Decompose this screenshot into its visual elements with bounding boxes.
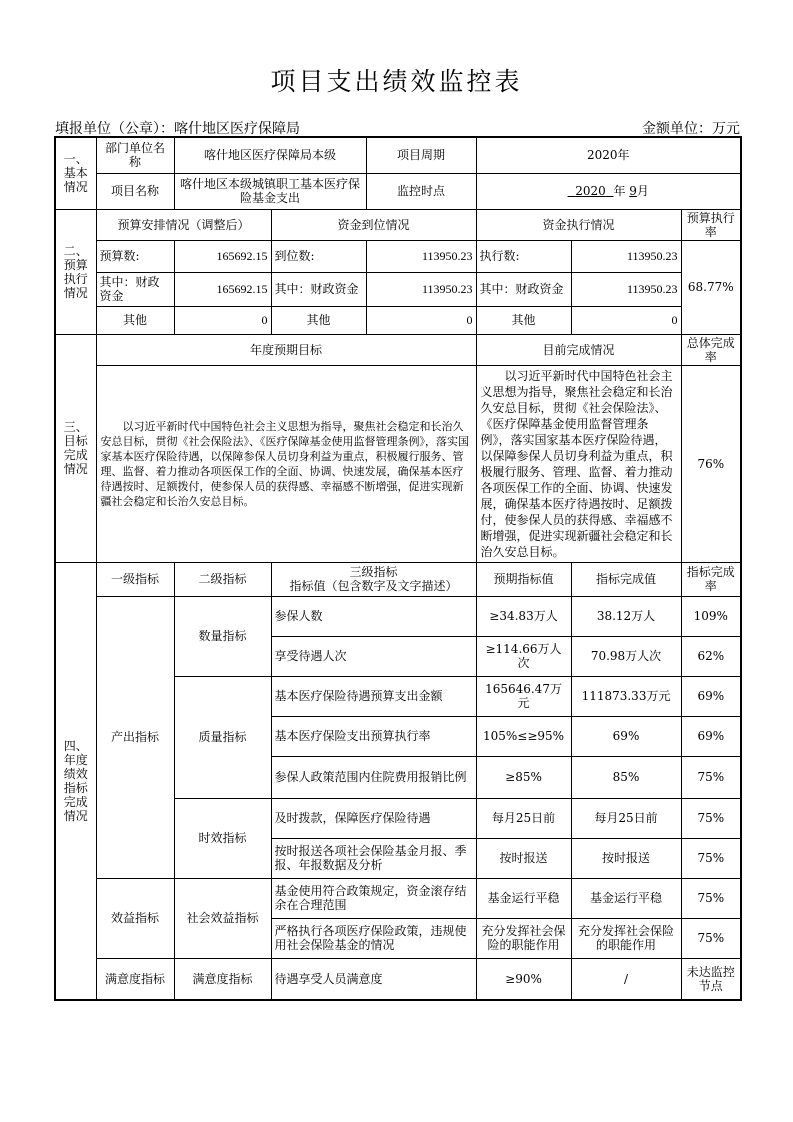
header-current-status: 目前完成情况 (476, 334, 681, 365)
budget-label: 预算数: (96, 240, 174, 272)
level2-quality: 质量指标 (174, 676, 271, 798)
indicator-expected: 基金运行平稳 (476, 878, 571, 918)
level1-benefit: 效益指标 (96, 878, 174, 958)
indicator-name: 待遇享受人员满意度 (271, 958, 476, 1000)
monitor-label: 监控时点 (366, 173, 476, 209)
header-exec: 资金执行情况 (476, 209, 681, 240)
header-level1: 一级指标 (96, 562, 174, 596)
level2-quantity: 数量指标 (174, 596, 271, 676)
indicator-rate: 75% (681, 918, 741, 958)
indicator-rate: 75% (681, 756, 741, 798)
level1-output: 产出指标 (96, 596, 174, 878)
indicator-name: 按时报送各项社会保险基金月报、季报、年报数据及分析 (271, 838, 476, 878)
indicator-rate: 62% (681, 636, 741, 676)
indicator-expected: ≥90% (476, 958, 571, 1000)
budget-other-label: 其他 (96, 306, 174, 334)
exec-label: 执行数: (476, 240, 571, 272)
period-label: 项目周期 (366, 137, 476, 173)
period-value: 2020年 (476, 137, 741, 173)
arrival-fiscal-label: 其中：财政资金 (271, 272, 366, 306)
indicator-rate: 69% (681, 716, 741, 756)
header-expected: 预期指标值 (476, 562, 571, 596)
arrival-other-value: 0 (366, 306, 476, 334)
header-actual: 指标完成值 (571, 562, 681, 596)
indicator-actual: 69% (571, 716, 681, 756)
indicator-expected: ≥114.66万人次 (476, 636, 571, 676)
indicator-actual: 充分发挥社会保险的职能作用 (571, 918, 681, 958)
exec-fiscal-value: 113950.23 (571, 272, 681, 306)
indicator-rate: 75% (681, 878, 741, 918)
section-goals: 三、 目标 完成 情况 (55, 334, 96, 562)
budget-other-value: 0 (174, 306, 271, 334)
indicator-expected: 充分发挥社会保险的职能作用 (476, 918, 571, 958)
monitor-value (476, 173, 741, 209)
header-arrival: 资金到位情况 (271, 209, 476, 240)
monitor-month: 9 (629, 184, 637, 198)
indicator-expected: ≥34.83万人 (476, 596, 571, 636)
header-level3 (271, 562, 476, 596)
indicator-name: 基金使用符合政策规定，资金滚存结余在合理范围 (271, 878, 476, 918)
monitor-year-suffix: 年 (613, 184, 626, 198)
annual-goal-text: 以习近平新时代中国特色社会主义思想为指导，聚焦社会稳定和长治久安总目标，贯彻《社会保险法》、《医疗保障基金使用监督管理条例》，落实国家基本医疗保险待遇，以保障参保人员切身利益为重点，积极履行服务、管理、监督、着力推动各项医保工作的全面、协调、快速发展，确保基本医疗待遇按时、足额拨付，使参保人员的获得感、幸福感不断增强，促进实现新疆社会稳定和长治久安总目标。 (96, 365, 476, 562)
indicator-name: 参保人政策范围内住院费用报销比例 (271, 756, 476, 798)
indicator-rate: 未达监控节点 (681, 958, 741, 1000)
header-indicator-rate: 指标完成率 (681, 562, 741, 596)
performance-table (54, 136, 742, 1001)
exec-other-value: 0 (571, 306, 681, 334)
indicator-actual: 85% (571, 756, 681, 798)
level1-satisfaction: 满意度指标 (96, 958, 174, 1000)
header-annual-goal: 年度预期目标 (96, 334, 476, 365)
header-level2: 二级指标 (174, 562, 271, 596)
project-value: 喀什地区本级城镇职工基本医疗保险基金支出 (174, 173, 366, 209)
indicator-expected: 165646.47万元 (476, 676, 571, 716)
exec-other-label: 其他 (476, 306, 571, 334)
header-overall-rate: 总体完成率 (681, 334, 741, 365)
indicator-name: 及时拨款，保障医疗保险待遇 (271, 798, 476, 838)
indicator-actual: 每月25日前 (571, 798, 681, 838)
monitor-year: 2020 (575, 184, 606, 198)
indicator-rate: 69% (681, 676, 741, 716)
project-label: 项目名称 (96, 173, 174, 209)
indicator-rate: 75% (681, 798, 741, 838)
header-arrange: 预算安排情况（调整后） (96, 209, 271, 240)
arrival-label: 到位数: (271, 240, 366, 272)
budget-value: 165692.15 (174, 240, 271, 272)
section-indicators: 四、 年度 绩效 指标 完成 情况 (55, 562, 96, 1000)
indicator-actual: 111873.33万元 (571, 676, 681, 716)
exec-fiscal-label: 其中：财政资金 (476, 272, 571, 306)
header-level3-subtitle: 指标值（包含数字及文字描述） (289, 579, 458, 593)
indicator-expected: ≥85% (476, 756, 571, 798)
indicator-rate: 75% (681, 838, 741, 878)
arrival-fiscal-value: 113950.23 (366, 272, 476, 306)
dept-value: 喀什地区医疗保障局本级 (174, 137, 366, 173)
header-exec-rate: 预算执行率 (681, 209, 741, 240)
indicator-expected: 按时报送 (476, 838, 571, 878)
indicator-name: 参保人数 (271, 596, 476, 636)
budget-fiscal-value: 165692.15 (174, 272, 271, 306)
amount-unit: 金额单位：万元 (642, 121, 740, 137)
level2-satisfaction: 满意度指标 (174, 958, 271, 1000)
indicator-expected: 105%≤≥95% (476, 716, 571, 756)
exec-value: 113950.23 (571, 240, 681, 272)
budget-fiscal-label: 其中：财政资金 (96, 272, 174, 306)
section-basic: 一、 基本 情况 (55, 137, 96, 209)
filing-unit: 填报单位（公章）：喀什地区医疗保障局 (55, 121, 300, 137)
arrival-value: 113950.23 (366, 240, 476, 272)
indicator-name: 基本医疗保险待遇预算支出金额 (271, 676, 476, 716)
indicator-actual: 按时报送 (571, 838, 681, 878)
dept-label: 部门单位名称 (96, 137, 174, 173)
indicator-name: 基本医疗保险支出预算执行率 (271, 716, 476, 756)
indicator-actual: / (571, 958, 681, 1000)
header-level3-title: 三级指标 (349, 565, 398, 579)
overall-rate: 76% (681, 365, 741, 562)
indicator-name: 严格执行各项医疗保险政策，违规使用社会保险基金的情况 (271, 918, 476, 958)
indicator-rate: 109% (681, 596, 741, 636)
monitor-month-suffix: 月 (636, 184, 649, 198)
page-title: 项目支出绩效监控表 (270, 67, 523, 96)
indicator-actual: 基金运行平稳 (571, 878, 681, 918)
exec-rate: 68.77% (681, 240, 741, 334)
indicator-actual: 70.98万人次 (571, 636, 681, 676)
current-status-text: 以习近平新时代中国特色社会主义思想为指导，聚焦社会稳定和长治久安总目标，贯彻《社会保险法》、《医疗保障基金使用监督管理条例》，落实国家基本医疗保险待遇，以保障参保人员切身利益为重点，积极履行服务、管理、监督、着力推动各项医保工作的全面、协调、快速发展，确保基本医疗待遇按时、足额拨付，使参保人员的获得感、幸福感不断增强，促进实现新疆社会稳定和长治久安总目标。 (476, 365, 681, 562)
indicator-expected: 每月25日前 (476, 798, 571, 838)
section-budget: 二、 预算 执行 情况 (55, 209, 96, 334)
indicator-actual: 38.12万人 (571, 596, 681, 636)
level2-timeliness: 时效指标 (174, 798, 271, 878)
indicator-name: 享受待遇人次 (271, 636, 476, 676)
level2-social: 社会效益指标 (174, 878, 271, 958)
arrival-other-label: 其他 (271, 306, 366, 334)
